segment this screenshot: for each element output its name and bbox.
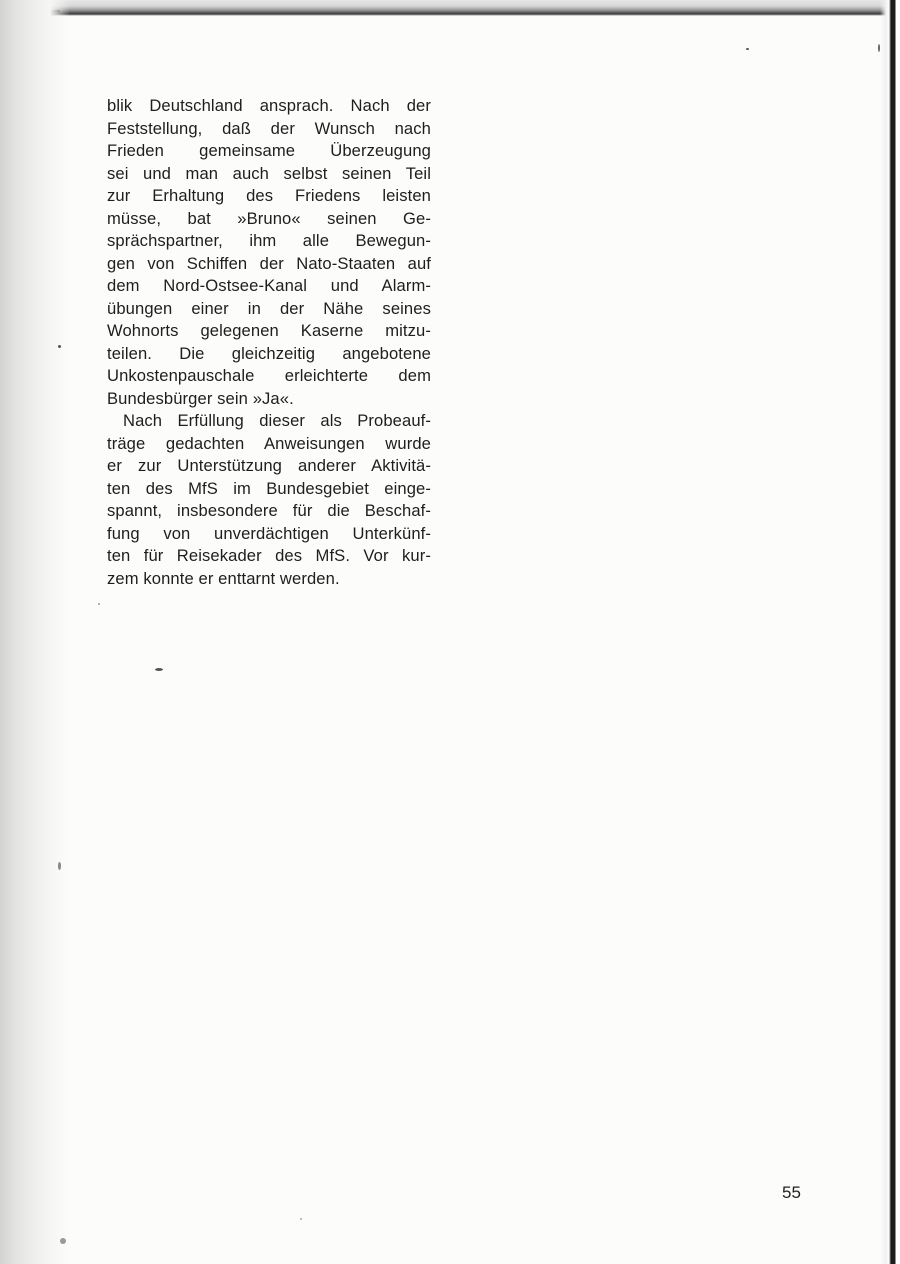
text-line: sei und man auch selbst seinen Teil	[107, 163, 431, 183]
paragraph-2	[107, 410, 431, 590]
text-line: sprächspartner, ihm alle Bewegun-	[107, 231, 431, 250]
body-text	[107, 95, 431, 590]
text-line: Nach Erfüllung dieser als Probeauf-	[123, 411, 431, 430]
text-line: blik Deutschland ansprach. Nach der	[107, 96, 431, 115]
scan-top-edge	[0, 0, 900, 16]
text-line: Bundesbürger sein »Ja«.	[107, 388, 294, 408]
scan-speck	[60, 1238, 66, 1244]
scan-speck	[98, 603, 100, 605]
text-line: zem konnte er enttarnt werden.	[107, 568, 340, 588]
scan-speck	[155, 668, 163, 671]
scan-speck	[58, 862, 61, 870]
text-line: fung von unverdächtigen Unterkünf-	[107, 523, 431, 543]
text-line: teilen. Die gleichzeitig angebotene	[107, 343, 431, 363]
page-number: 55	[782, 1183, 801, 1202]
text-line: Frieden gemeinsame Überzeugung	[107, 141, 431, 160]
scan-speck	[746, 48, 749, 50]
text-line: müsse, bat »Bruno« seinen Ge-	[107, 208, 431, 228]
text-line: dem Nord-Ostsee-Kanal und Alarm-	[107, 276, 431, 295]
text-line: ten für Reisekader des MfS. Vor kur-	[107, 546, 431, 565]
scan-speck	[878, 44, 880, 52]
text-line: übungen einer in der Nähe seines	[107, 298, 431, 318]
text-line: gen von Schiffen der Nato-Staaten auf	[107, 253, 431, 273]
text-line: Unkostenpauschale erleichterte dem	[107, 366, 431, 385]
text-line: spannt, insbesondere für die Beschaf-	[107, 501, 431, 520]
text-line: träge gedachten Anweisungen wurde	[107, 433, 431, 453]
text-line: er zur Unterstützung anderer Aktivitä-	[107, 456, 431, 475]
scan-binding-shadow	[0, 0, 70, 1264]
scan-speck	[58, 345, 61, 348]
text-line: Wohnorts gelegenen Kaserne mitzu-	[107, 321, 431, 340]
scan-right-edge	[880, 0, 900, 1264]
paragraph-1	[107, 95, 431, 410]
text-line: ten des MfS im Bundesgebiet einge-	[107, 478, 431, 498]
text-line: Feststellung, daß der Wunsch nach	[107, 118, 431, 138]
text-line: zur Erhaltung des Friedens leisten	[107, 186, 431, 205]
scan-speck	[300, 1218, 302, 1220]
